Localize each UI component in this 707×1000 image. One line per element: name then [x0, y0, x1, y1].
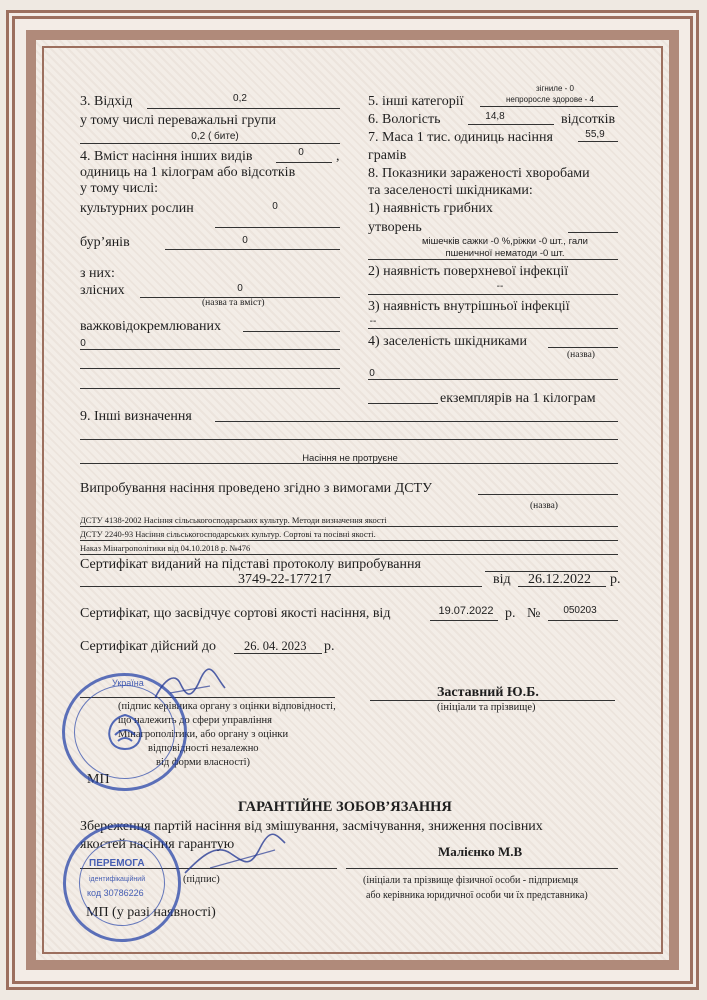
valid-until-suffix: р.	[324, 639, 335, 654]
head-hint-1: (підпис керівника органу з оцінки відповідності,	[118, 701, 336, 712]
variety-date: 19.07.2022	[438, 605, 494, 617]
valid-until-date: 26. 04. 2023	[244, 639, 307, 653]
name-qty-hint: (назва та вміст)	[202, 298, 265, 308]
guarantee-signature-icon	[180, 828, 290, 883]
waste-incl-value: 0,2 ( бите)	[191, 131, 239, 142]
internal-infection-label: 3) наявність внутрішньої інфекції	[368, 299, 570, 314]
head-hint-2: що належить до сфери управління	[118, 715, 272, 726]
internal-infection-value: --	[369, 316, 377, 327]
variety-certificate-label: Сертифікат, що засвідчує сортові якості насіння, від	[80, 606, 391, 621]
moisture-label: 6. Вологість	[368, 112, 441, 127]
variety-number-label: №	[527, 606, 541, 621]
pests-hint: (назва)	[567, 350, 595, 360]
head-initials-hint: (ініціали та прізвище)	[437, 702, 536, 713]
guarantee-sign-hint: (підпис)	[183, 874, 220, 885]
other-determinations-value: Насіння не протруєне	[302, 453, 398, 464]
protocol-year-suffix: р.	[610, 572, 621, 587]
waste-incl-label: у тому числі переважальні групи	[80, 113, 277, 128]
guarantee-title: ГАРАНТІЙНЕ ЗОБОВ’ЯЗАННЯ	[238, 799, 452, 815]
other-seeds-label: 4. Вміст насіння інших видів	[80, 149, 253, 164]
guarantee-initials-hint-2: або керівника юридичної особи чи їх представника)	[366, 890, 588, 901]
malicious-label: злісних	[80, 283, 125, 298]
stamp-emblem-icon	[100, 711, 150, 755]
stamp-1-text: Україна	[112, 678, 144, 688]
fungal-label-2: утворень	[368, 220, 422, 235]
fungal-value-1: мішечків сажки -0 %,ріжки -0 шт., гали	[422, 236, 588, 247]
dstu-line-1: ДСТУ 4138-2002 Насіння сільськогосподарських культур. Методи визначення якості	[80, 515, 387, 525]
waste-label: 3. Відхід	[80, 94, 133, 109]
guarantee-initials-hint-1: (ініціали та прізвище фізичної особи - підприємця	[363, 875, 579, 886]
head-name: Заставний Ю.Б.	[437, 685, 539, 700]
certificate-issued-label: Сертифікат виданий на підставі протоколу випробування	[80, 557, 421, 572]
mass-label: 7. Маса 1 тис. одиниць насіння	[368, 130, 553, 145]
valid-until-label: Сертифікат дійсний до	[80, 639, 216, 654]
protocol-from-label: від	[493, 572, 511, 587]
guarantee-text-1: Збереження партій насіння від змішування, засмічування, зниження посівних	[80, 819, 543, 834]
official-stamp-2	[63, 824, 181, 942]
mp-label: МП	[87, 772, 110, 787]
other-categories-label: 5. інші категорії	[368, 94, 464, 109]
other-categories-value-2: непроросле здорове - 4	[505, 95, 594, 104]
of-them-label: з них:	[80, 266, 115, 281]
head-hint-3: Мінагрополітики, або органу з оцінки	[118, 729, 289, 740]
surface-infection-label: 2) наявність поверхневої інфекції	[368, 264, 569, 279]
other-seeds-value: 0	[298, 147, 304, 158]
dstu-label: Випробування насіння проведено згідно з вимогами ДСТУ	[80, 481, 433, 496]
hard-label: важковідокремлюваних	[80, 319, 221, 334]
hard-value: 0	[80, 338, 86, 349]
head-hint-4: відповідності незалежно	[148, 743, 259, 754]
guarantee-text-2: якостей насіння гарантую	[80, 837, 235, 852]
units-label: одиниць на 1 кілограм або відсотків	[80, 165, 296, 180]
dstu-line-2: ДСТУ 2240-93 Насіння сільськогосподарських культур. Сортові та посівні якості.	[80, 529, 376, 539]
pests-label: 4) заселеність шкідниками	[368, 334, 528, 349]
stamp-2-name: ПЕРЕМОГА	[89, 858, 145, 869]
stamp-2-code: код 30786226	[87, 888, 144, 898]
per-kg-label: екземплярів на 1 кілограм	[440, 391, 596, 406]
weeds-label: бур’янів	[80, 235, 130, 250]
cultural-value: 0	[272, 201, 278, 212]
moisture-value: 14,8	[485, 111, 505, 122]
fungal-label-1: 1) наявність грибних	[368, 201, 493, 216]
protocol-number: 3749-22-177217	[238, 572, 332, 587]
incl-label: у тому числі:	[80, 181, 159, 196]
surface-infection-value: --	[496, 281, 504, 292]
mass-value: 55,9	[585, 129, 605, 140]
mass-unit: грамів	[368, 148, 407, 163]
stamp-2-code-label: ідентифікаційний	[89, 876, 146, 883]
certificate-page: 3. Відхід 0,2 у тому числі переважальні групи 0,2 ( бите) 4. Вміст насіння інших видів 0 , одиниць на 1 кілограм або відсотків у тому числі: культурних рослин 0 бур’янів 0 з них: злісних 0 (назва та вміст) важковідокремлюваних 0 5. інші категорії зігниле - 0 непроросле здорове - 4 6. Вологість 14,8 відсотків 7. Маса 1 тис. одиниць насіння 55,9 грамів 8. Показники зараженості хворобами та заселеності шкідниками: 1) наявність грибних утворень мішечків сажки -0 %,ріжки -0 шт., гали пшеничної нематоди -0 шт. 2) наявність поверхневої інфекції -- 3) наявність внутрішньої інфекції -- 4) заселеність шкідниками (назва) 0 екземплярів на 1 кілограм 9. Інші визначення Насіння не протруєне Випробування насіння проведено згідно з вимогами ДСТУ (назва) ДСТУ 4138-2002 Насіння сільськогосподарських культур. Методи визначення якості ДСТУ 2240-93 Насіння сільськогосподарських культур. Сортові та посівні якості. Наказ Мінагрополітики від 04.10.2018 р. №476 Сертифікат виданий на підставі протоколу випробування 3749-22-177217 від 26.12.2022 р. Сертифікат, що засвідчує сортові якості насіння, від 19.07.2022 р. № 050203 Сертифікат дійсний до 26. 04. 2023 р. (підпис керівника органу з оцінки відповідності, що належить до сфери управління Мінагрополітики, або органу з оцінки відповідності незалежно від форми власності) Заставний Ю.Б. (ініціали та прізвище) МП ГАРАНТІЙНЕ ЗОБОВ’ЯЗАННЯ Збереження партій насіння від змішування, засмічування, зниження посівних якостей насіння гарантую Малієнко М.В (підпис) (ініціали та прізвище фізичної особи - підприємця або керівника юридичної особи чи їх представника) МП (у разі наявності) Україна ПЕРЕМОГА ідентифікаційний код 30786226	[0, 0, 707, 1000]
other-categories-value-1: зігниле - 0	[536, 84, 574, 93]
pests-value: 0	[369, 368, 375, 379]
cultural-label: культурних рослин	[80, 201, 194, 216]
fungal-value-2: пшеничної нематоди -0 шт.	[445, 248, 565, 259]
moisture-unit: відсотків	[561, 112, 616, 127]
protocol-date: 26.12.2022	[528, 572, 591, 587]
disease-title-2: та заселеності шкідниками:	[368, 183, 533, 198]
dstu-line-3: Наказ Мінагрополітики від 04.10.2018 р. №476	[80, 543, 251, 553]
head-hint-5: від форми власності)	[156, 757, 251, 768]
variety-year-suffix: р.	[505, 606, 516, 621]
disease-title-1: 8. Показники зараженості хворобами	[368, 166, 590, 181]
waste-value: 0,2	[233, 93, 247, 104]
head-signature-icon	[150, 668, 230, 708]
guarantee-mp: МП (у разі наявності)	[86, 905, 216, 920]
malicious-value: 0	[237, 283, 243, 294]
variety-number: 050203	[563, 605, 597, 616]
guarantee-signer-name: Малієнко М.В	[438, 844, 523, 859]
dstu-hint: (назва)	[530, 501, 558, 511]
weeds-value: 0	[242, 235, 248, 246]
other-determinations-label: 9. Інші визначення	[80, 409, 192, 424]
